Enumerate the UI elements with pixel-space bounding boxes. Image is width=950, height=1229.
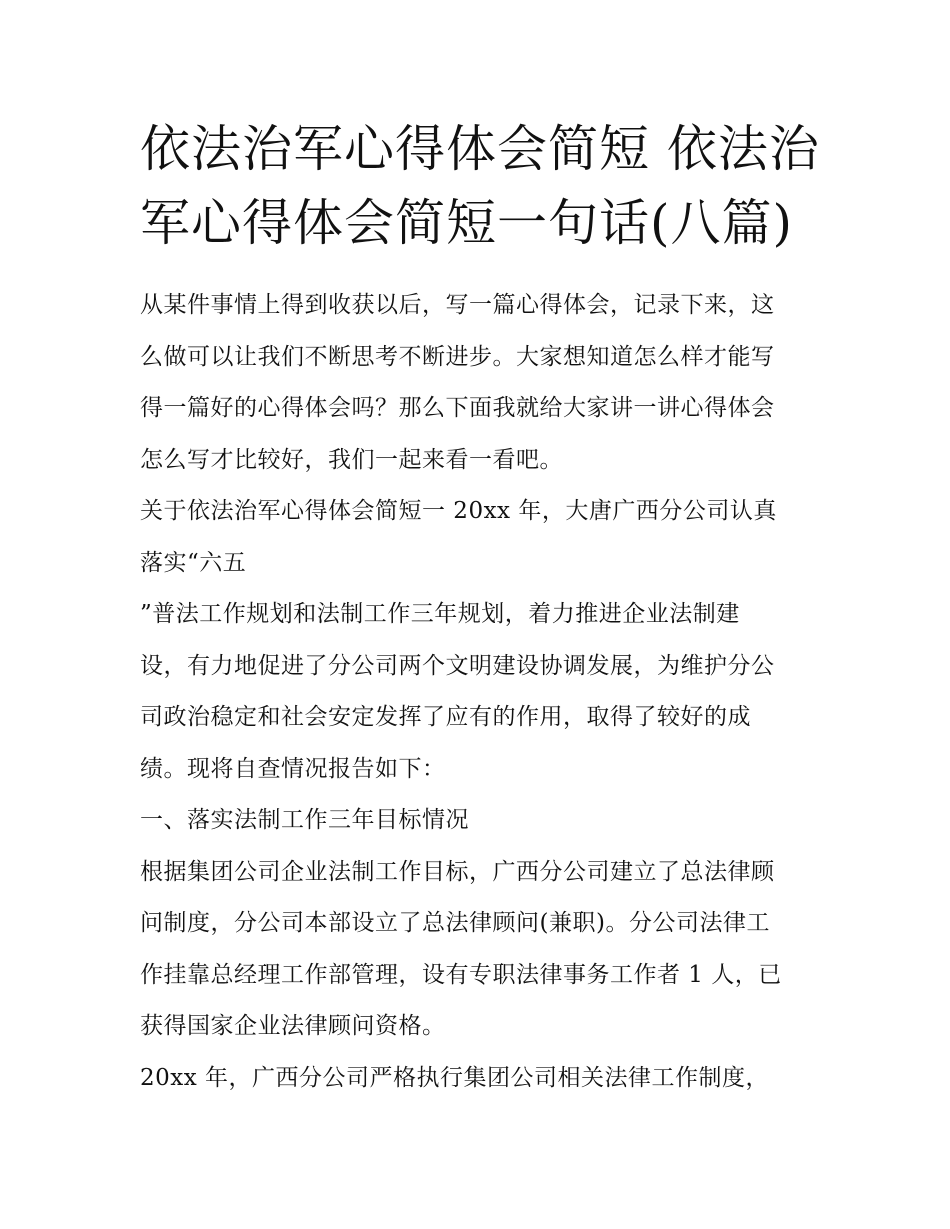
section-heading: 一、落实法制工作三年目标情况 (140, 807, 469, 833)
body-line: 从某件事情上得到收获以后，写一篇心得体会，记录下来，这 (140, 292, 775, 318)
title-line-2: 军心得体会简短一句话(八篇) (140, 194, 794, 252)
body-line: 问制度，分公司本部设立了总法律顾问(兼职)。分公司法律工 (140, 910, 770, 936)
body-line: 作挂靠总经理工作部管理，设有专职法律事务工作者 1 人，已 (140, 961, 782, 988)
body-line: ”普法工作规划和法制工作三年规划，着力推进企业法制建 (140, 601, 740, 627)
title-line-1: 依法治军心得体会简短 依法治 (140, 120, 820, 178)
body-line: 绩。现将自查情况报告如下： (140, 755, 446, 782)
body-line: 落实“六五 (140, 549, 247, 576)
document-title (140, 112, 830, 260)
body-line: 根据集团公司企业法制工作目标，广西分公司建立了总法律顾 (140, 858, 775, 885)
body-line: 关于依法治军心得体会简短一 20xx 年，大唐广西分公司认真 (140, 498, 777, 524)
document-body (140, 280, 820, 1104)
body-line: 司政治稳定和社会安定发挥了应有的作用，取得了较好的成 (140, 704, 751, 730)
body-line: 么做可以让我们不断思考不断进步。大家想知道怎么样才能写 (140, 343, 775, 370)
body-line: 设，有力地促进了分公司两个文明建设协调发展，为维护分公 (140, 652, 775, 679)
body-line: 获得国家企业法律顾问资格。 (140, 1013, 446, 1039)
body-line: 20xx 年，广西分公司严格执行集团公司相关法律工作制度， (140, 1064, 770, 1091)
body-line: 得一篇好的心得体会吗？那么下面我就给大家讲一讲心得体会 (140, 395, 775, 421)
body-line: 怎么写才比较好，我们一起来看一看吧。 (140, 446, 563, 473)
